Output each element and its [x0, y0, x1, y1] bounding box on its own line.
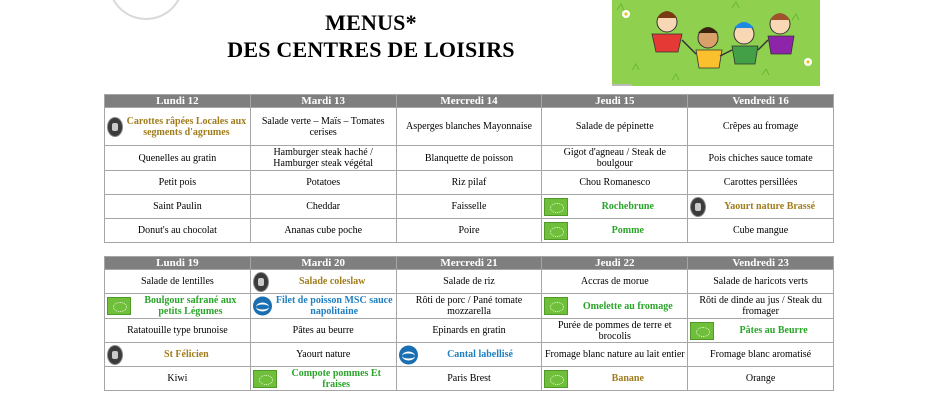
- menu-cell: [105, 343, 251, 367]
- organic-label-icon: [544, 297, 568, 315]
- page-subtitle: DES CENTRES DE LOISIRS: [227, 37, 515, 62]
- organic-label-icon: [544, 198, 568, 216]
- menu-item: Banane: [611, 373, 644, 384]
- menu-cell: [542, 319, 688, 343]
- day-header: Vendredi 23: [688, 257, 834, 270]
- menu-item: Donut's au chocolat: [137, 225, 217, 236]
- menu-cell: [542, 146, 688, 171]
- menu-cell: [250, 108, 396, 146]
- menu-cell: [688, 108, 834, 146]
- menu-item: Rochebrune: [601, 201, 654, 212]
- msc-label-icon: [253, 297, 272, 316]
- menu-cell: [542, 367, 688, 391]
- page-title: MENUS*: [325, 10, 417, 35]
- menu-cell: [688, 219, 834, 243]
- menu-cell: [105, 270, 251, 294]
- organic-label-icon: [690, 322, 714, 340]
- menu-cell: [105, 146, 251, 171]
- menu-item: Quenelles au gratin: [138, 152, 217, 164]
- menu-cell: [542, 108, 688, 146]
- menu-item: Fromage blanc nature au lait entier: [544, 349, 685, 360]
- menu-cell: [250, 195, 396, 219]
- menu-cell: [396, 219, 542, 243]
- day-header: Mardi 13: [250, 95, 396, 108]
- menu-item: Poire: [458, 225, 480, 236]
- local-label-icon: [690, 197, 706, 217]
- menu-item: Ananas cube poche: [284, 225, 363, 236]
- menu-item: Salade de haricots verts: [713, 276, 808, 287]
- menu-item: St Félicien: [164, 349, 209, 360]
- menu-cell: [105, 171, 251, 195]
- menu-cell: [688, 319, 834, 343]
- menu-cell: [396, 294, 542, 319]
- menu-item: Gigot d'agneau / Steak de boulgour: [563, 147, 666, 169]
- menu-item: Omelette au fromage: [582, 300, 673, 312]
- menu-cell: [105, 195, 251, 219]
- organic-label-icon: [544, 370, 568, 388]
- msc-label-icon: [399, 345, 418, 364]
- menu-cell: [688, 343, 834, 367]
- menu-item: Salade de lentilles: [141, 276, 214, 287]
- menu-item: Hamburger steak haché / Hamburger steak végétal: [273, 147, 374, 169]
- menu-cell: [250, 171, 396, 195]
- menu-cell: [396, 171, 542, 195]
- menu-cell: [250, 343, 396, 367]
- day-header: Vendredi 16: [688, 95, 834, 108]
- menu-item: Cube mangue: [732, 225, 789, 236]
- menu-item: Blanquette de poisson: [424, 152, 514, 164]
- day-header: Jeudi 22: [542, 257, 688, 270]
- menu-cell: [250, 367, 396, 391]
- menu-item: Carottes râpées Locales aux segments d'agrumes: [126, 115, 247, 138]
- menu-cell: [542, 270, 688, 294]
- menu-item: Rôti de dinde au jus / Steak du fromager: [699, 295, 822, 317]
- menu-cell: [542, 195, 688, 219]
- menu-cell: [105, 319, 251, 343]
- menu-item: Salade de pépinette: [575, 121, 654, 132]
- menu-item: Yaourt nature Brassé: [724, 201, 816, 212]
- menu-cell: [542, 219, 688, 243]
- organic-label-icon: [253, 370, 277, 388]
- menu-item: Ratatouille type brunoise: [127, 325, 228, 336]
- menu-item: Chou Romanesco: [579, 177, 651, 188]
- local-label-icon: [107, 345, 123, 365]
- menu-item: Compote pommes Et fraises: [291, 367, 381, 390]
- menu-item: Paris Brest: [447, 373, 491, 384]
- menu-item: Pois chiches sauce tomate: [708, 152, 813, 164]
- menu-item: Salade coleslaw: [299, 276, 366, 287]
- menu-cell: [688, 195, 834, 219]
- organic-label-icon: [544, 222, 568, 240]
- menu-item: Filet de poisson MSC sauce napolitaine: [275, 295, 393, 317]
- menu-item: Asperges blanches Mayonnaise: [406, 121, 532, 132]
- menu-item: Faisselle: [451, 201, 487, 212]
- day-header: Lundi 12: [105, 95, 251, 108]
- children-illustration: [612, 0, 820, 86]
- organic-label-icon: [107, 297, 131, 315]
- day-header: Lundi 19: [105, 257, 251, 270]
- menu-cell: [542, 343, 688, 367]
- local-label-icon: [107, 117, 123, 137]
- menu-item: Salade de riz: [443, 276, 495, 287]
- menu-cell: [105, 367, 251, 391]
- menu-cell: [542, 171, 688, 195]
- menu-item: Purée de pommes de terre et brocolis: [558, 319, 672, 342]
- menu-item: Pâtes au Beurre: [739, 325, 808, 336]
- menu-item: Boulgour safrané aux petits Légumes: [144, 295, 237, 317]
- local-label-icon: [253, 272, 269, 292]
- menu-item: Orange: [745, 373, 776, 384]
- menu-cell: [688, 367, 834, 391]
- menu-cell: [688, 171, 834, 195]
- menu-item: Pomme: [611, 225, 644, 236]
- menu-cell: [396, 195, 542, 219]
- menu-cell: [250, 319, 396, 343]
- menu-cell: [250, 270, 396, 294]
- illustration-caption-mark: [612, 84, 632, 86]
- menu-item: Yaourt nature: [296, 349, 351, 360]
- menu-item: Saint Paulin: [153, 201, 202, 212]
- day-header: Mercredi 14: [396, 95, 542, 108]
- menu-cell: [688, 270, 834, 294]
- menu-cell: [688, 294, 834, 319]
- menu-item: Pâtes au beurre: [292, 325, 354, 336]
- menu-item: Carottes persillées: [723, 177, 798, 188]
- menu-cell: [250, 146, 396, 171]
- menu-cell: [396, 343, 542, 367]
- menu-item: Accras de morue: [580, 276, 649, 287]
- menu-cell: [396, 367, 542, 391]
- menu-cell: [396, 270, 542, 294]
- menu-item: Kiwi: [167, 373, 188, 384]
- menu-item: Crêpes au fromage: [722, 121, 799, 132]
- day-header: Mardi 20: [250, 257, 396, 270]
- menu-cell: [250, 294, 396, 319]
- menu-item: Petit pois: [158, 177, 197, 188]
- menu-item: Potatoes: [306, 177, 341, 188]
- menu-cell: [105, 219, 251, 243]
- menu-item: Cantal labellisé: [447, 349, 513, 360]
- menu-item: Rôti de porc / Pané tomate mozzarella: [415, 295, 523, 317]
- menu-item: Cheddar: [306, 201, 341, 212]
- menu-item: Salade verte – Maïs – Tomates cerises: [261, 115, 385, 138]
- menu-item: Riz pilaf: [451, 177, 487, 188]
- menu-cell: [105, 294, 251, 319]
- menu-cell: [105, 108, 251, 146]
- menu-cell: [396, 146, 542, 171]
- day-header: Mercredi 21: [396, 257, 542, 270]
- menu-item: Epinards en gratin: [432, 325, 506, 336]
- menu-cell: [688, 146, 834, 171]
- menu-cell: [396, 319, 542, 343]
- menu-table-week1: [104, 94, 834, 243]
- menu-item: Fromage blanc aromatisé: [710, 349, 812, 360]
- menu-table-week2: [104, 256, 834, 391]
- menu-cell: [250, 219, 396, 243]
- day-header: Jeudi 15: [542, 95, 688, 108]
- menu-cell: [396, 108, 542, 146]
- menu-cell: [542, 294, 688, 319]
